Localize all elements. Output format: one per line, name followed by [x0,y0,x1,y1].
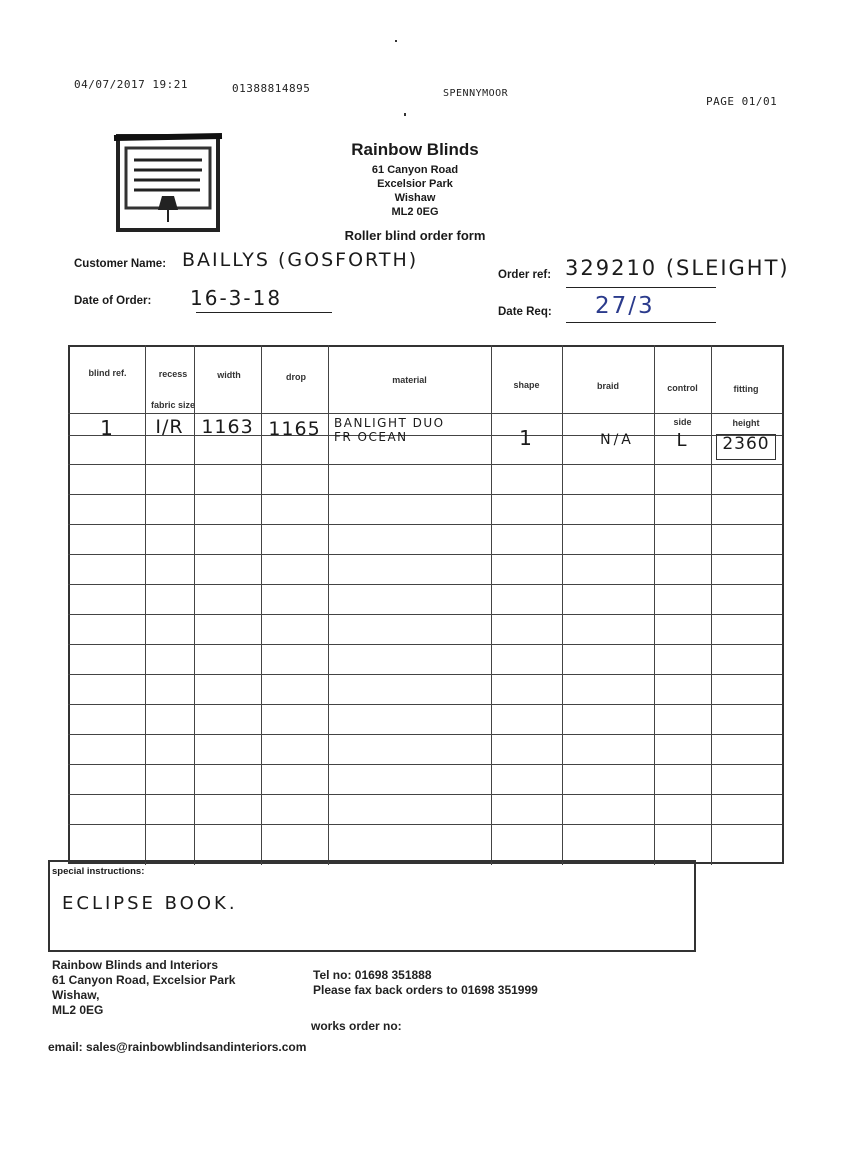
form-title: Roller blind order form [344,228,486,243]
footer-address-line: Wishaw, [52,988,100,1002]
row1-braid: N/A [600,432,634,448]
row1-control: L [676,430,689,451]
date-req-value: 27/3 [595,293,655,319]
header-braid: braid [596,381,619,391]
special-instructions-value: ECLIPSE BOOK. [62,893,238,914]
row1-recess: I/R [155,416,184,438]
row1-blind-ref: 1 [100,416,115,440]
footer-address-line: 61 Canyon Road, Excelsior Park [52,973,236,987]
header-drop: drop [286,372,306,382]
scan-speck [395,40,397,42]
footer-address-line: ML2 0EG [52,1003,104,1017]
footer-tel: Tel no: 01698 351888 [313,968,432,982]
row1-fitting: 2360 [722,434,770,454]
address-line: ML2 0EG [391,206,439,218]
date-req-underline [566,322,716,323]
row1-fitting-box [716,434,776,460]
header-side: side [673,417,692,427]
fax-datetime: 04/07/2017 19:21 [74,78,188,91]
row1-material-line: FR OCEAN [334,430,408,444]
order-ref-underline [566,287,716,288]
fax-page: PAGE 01/01 [706,95,778,108]
customer-label: Customer Name: [74,258,167,270]
header-height: height [732,418,760,428]
row1-width: 1163 [201,416,254,438]
row1-shape: 1 [519,426,534,450]
order-ref-value: 329210 (SLEIGHT) [565,256,790,280]
footer-address [52,958,235,1018]
customer-value: BAILLYS (GOSFORTH) [182,249,419,271]
row1-drop: 1165 [268,418,321,440]
header-blind-ref: blind ref. [88,368,127,378]
header-fabric-size: fabric size [150,400,196,410]
header-width: width [217,370,241,380]
order-ref-label: Order ref: [498,269,552,281]
header-control: control [667,383,698,393]
footer-email: email: sales@rainbowblindsandinteriors.com [48,1040,307,1054]
company-name: Rainbow Blinds [351,140,479,159]
footer-contact [313,968,538,998]
address-line: Wishaw [394,192,436,204]
date-order-value: 16-3-18 [190,286,283,310]
footer-fax: Please fax back orders to 01698 351999 [313,983,538,997]
fax-location: SPENNYMOOR [443,88,509,99]
date-order-underline [196,312,332,313]
footer-company: Rainbow Blinds and Interiors [52,958,219,972]
row1-material [330,416,495,444]
date-req-label: Date Req: [498,306,552,318]
fax-phone: 01388814895 [232,82,311,95]
works-order-label: works order no: [311,1019,402,1033]
scan-speck [404,113,406,116]
header-recess: recess [158,369,188,379]
header-shape: shape [513,380,540,390]
date-order-label: Date of Order: [74,295,152,307]
blind-logo [112,130,224,236]
address-line: Excelsior Park [377,178,453,190]
header-fitting: fitting [733,384,759,394]
special-instructions-label: special instructions: [52,866,145,877]
address-line: 61 Canyon Road [371,164,459,176]
company-address [320,163,510,219]
header-material: material [392,375,427,385]
row1-material-line: BANLIGHT DUO [334,416,445,430]
